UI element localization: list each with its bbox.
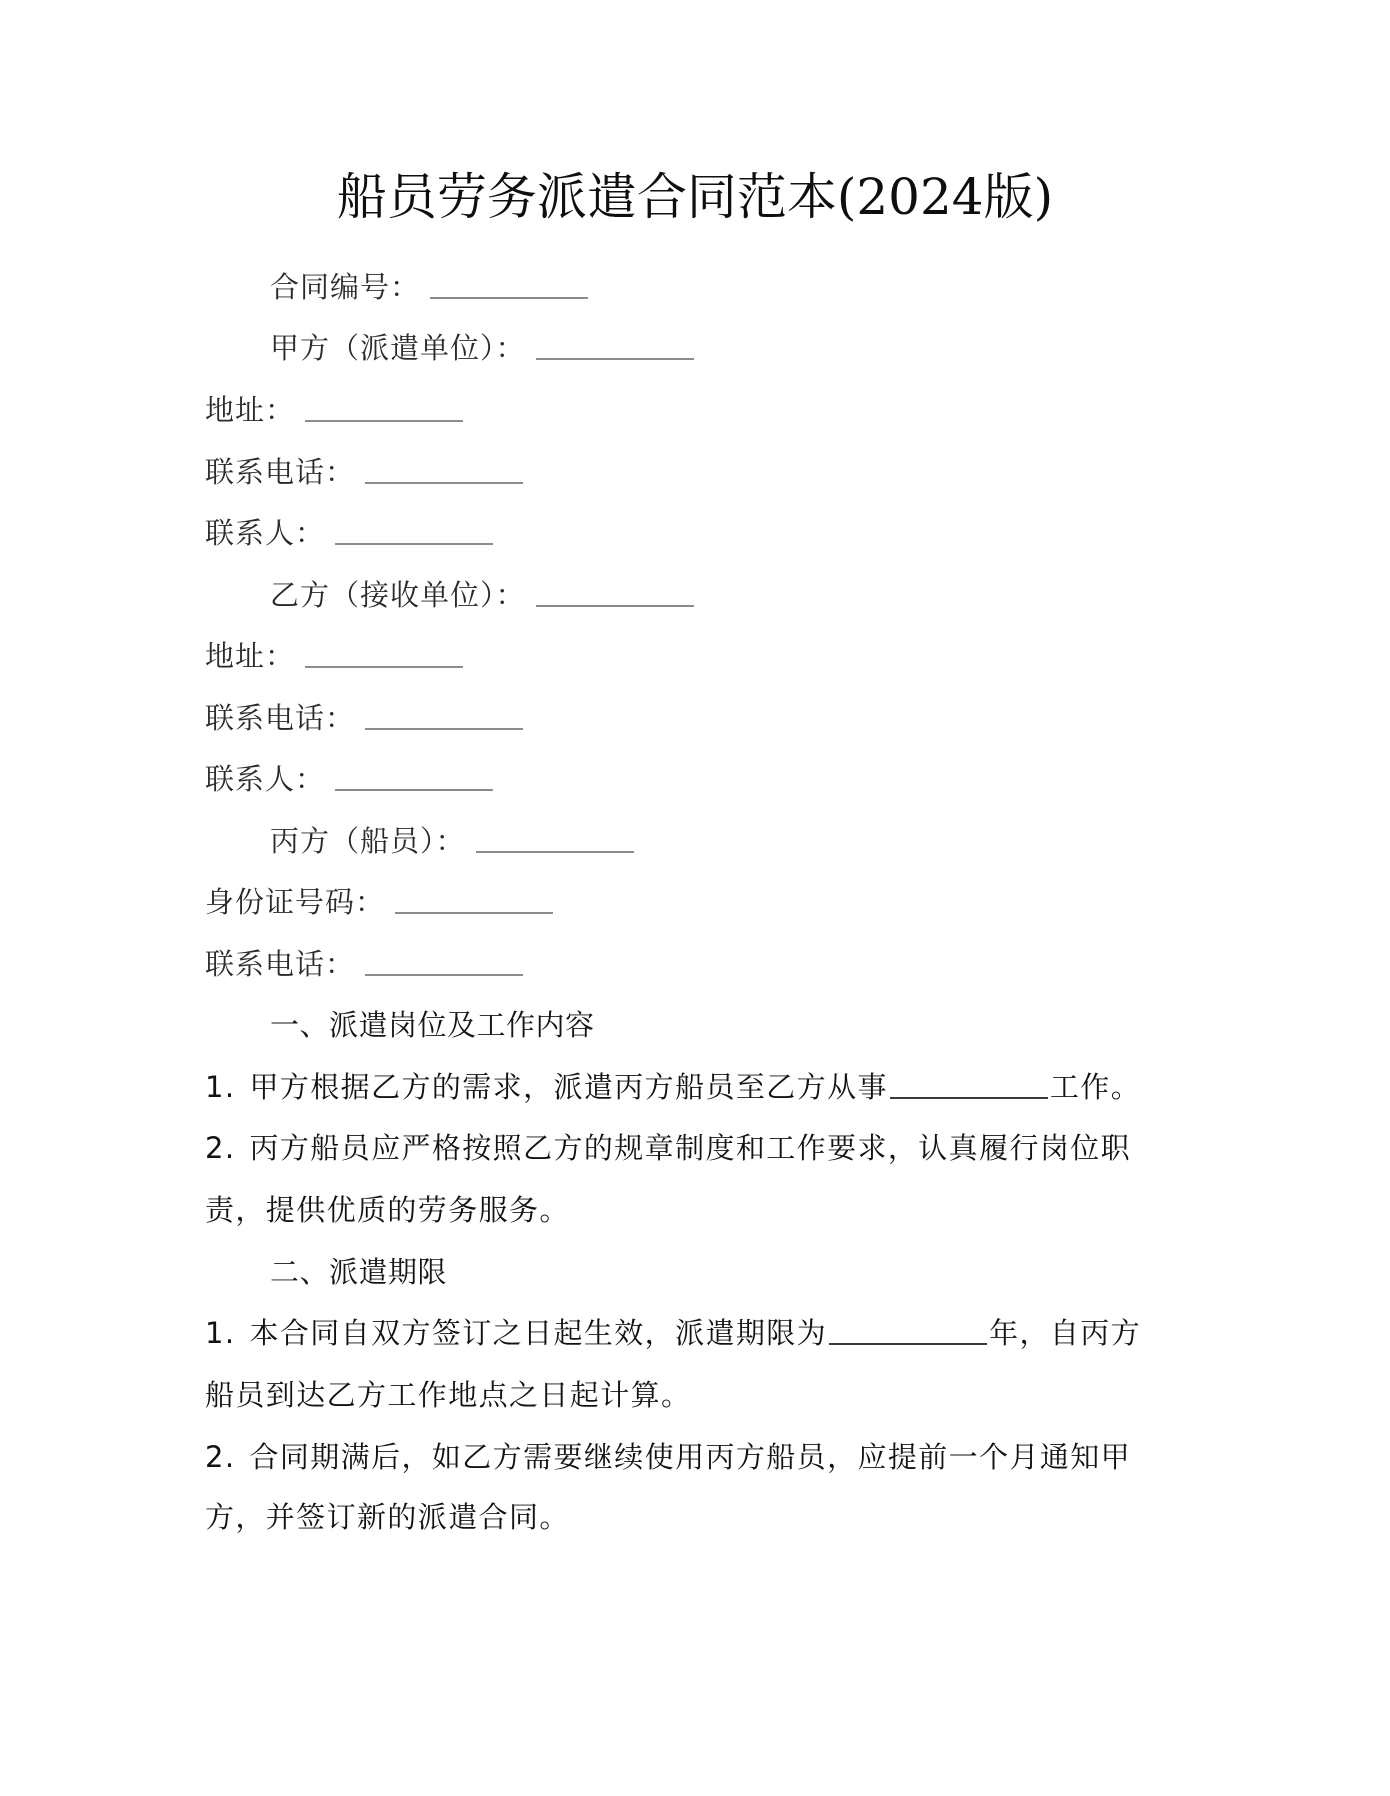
item-text: 船员到达乙方工作地点之日起计算。 xyxy=(205,1378,692,1412)
item-text-end: 工作。 xyxy=(1049,1070,1142,1104)
party-a-phone-row xyxy=(205,452,523,492)
party-b-label: 乙方（接收单位）： xyxy=(270,578,526,612)
party-b-phone-field[interactable] xyxy=(365,727,523,730)
party-b-row xyxy=(270,575,694,615)
party-b-contact-row xyxy=(205,759,493,799)
item-text-end: 年，自丙方 xyxy=(989,1316,1142,1350)
term-years-field[interactable] xyxy=(829,1342,987,1345)
document-title: 船员劳务派遣合同范本(2024版) xyxy=(336,168,1054,226)
section-2-item-1 xyxy=(205,1313,1141,1353)
item-text: 责，提供优质的劳务服务。 xyxy=(205,1193,570,1227)
party-b-phone-row xyxy=(205,698,523,738)
item-text: 甲方根据乙方的需求，派遣丙方船员至乙方从事 xyxy=(249,1070,888,1104)
item-number: 2. xyxy=(205,1440,236,1474)
party-a-field[interactable] xyxy=(536,357,694,360)
item-text: 方，并签订新的派遣合同。 xyxy=(205,1500,570,1534)
party-c-id-field[interactable] xyxy=(395,911,553,914)
party-c-id-label: 身份证号码： xyxy=(205,885,386,919)
item-text: 丙方船员应严格按照乙方的规章制度和工作要求，认真履行岗位职 xyxy=(249,1131,1132,1165)
party-c-phone-field[interactable] xyxy=(365,973,523,976)
item-number: 2. xyxy=(205,1131,236,1165)
party-b-address-label: 地址： xyxy=(205,639,296,673)
section-2-item-2 xyxy=(205,1437,1131,1477)
section-1-item-2-continued xyxy=(205,1190,570,1230)
section-2-heading: 二、派遣期限 xyxy=(270,1255,448,1289)
item-number: 1. xyxy=(205,1070,236,1104)
section-2-item-2-continued xyxy=(205,1497,570,1537)
section-1-item-2 xyxy=(205,1128,1131,1168)
party-a-label: 甲方（派遣单位）： xyxy=(270,331,526,365)
item-text: 合同期满后，如乙方需要继续使用丙方船员，应提前一个月通知甲 xyxy=(249,1440,1132,1474)
party-c-phone-row xyxy=(205,944,523,984)
party-b-field[interactable] xyxy=(536,604,694,607)
party-a-address-field[interactable] xyxy=(305,419,463,422)
item-number: 1. xyxy=(205,1316,236,1350)
section-2-item-1-continued xyxy=(205,1375,691,1415)
section-1-heading: 一、派遣岗位及工作内容 xyxy=(270,1008,595,1042)
party-a-phone-label: 联系电话： xyxy=(205,455,356,489)
party-c-field[interactable] xyxy=(476,850,634,853)
contract-number-row xyxy=(270,267,588,307)
section-1-item-1 xyxy=(205,1067,1141,1107)
party-a-address-row xyxy=(205,390,463,430)
party-a-row xyxy=(270,328,694,368)
party-b-phone-label: 联系电话： xyxy=(205,701,356,735)
party-b-contact-label: 联系人： xyxy=(205,762,326,796)
party-c-row xyxy=(270,821,634,861)
party-b-address-field[interactable] xyxy=(305,665,463,668)
party-c-id-row xyxy=(205,882,553,922)
party-a-contact-label: 联系人： xyxy=(205,516,326,550)
party-a-address-label: 地址： xyxy=(205,393,296,427)
party-c-label: 丙方（船员）： xyxy=(270,824,466,858)
party-a-contact-field[interactable] xyxy=(335,542,493,545)
party-a-contact-row xyxy=(205,513,493,553)
party-a-phone-field[interactable] xyxy=(365,481,523,484)
party-c-phone-label: 联系电话： xyxy=(205,947,356,981)
contract-number-label: 合同编号： xyxy=(270,270,421,304)
party-b-address-row xyxy=(205,636,463,676)
job-type-field[interactable] xyxy=(890,1096,1048,1099)
contract-number-field[interactable] xyxy=(430,296,588,299)
item-text: 本合同自双方签订之日起生效，派遣期限为 xyxy=(249,1316,828,1350)
party-b-contact-field[interactable] xyxy=(335,788,493,791)
